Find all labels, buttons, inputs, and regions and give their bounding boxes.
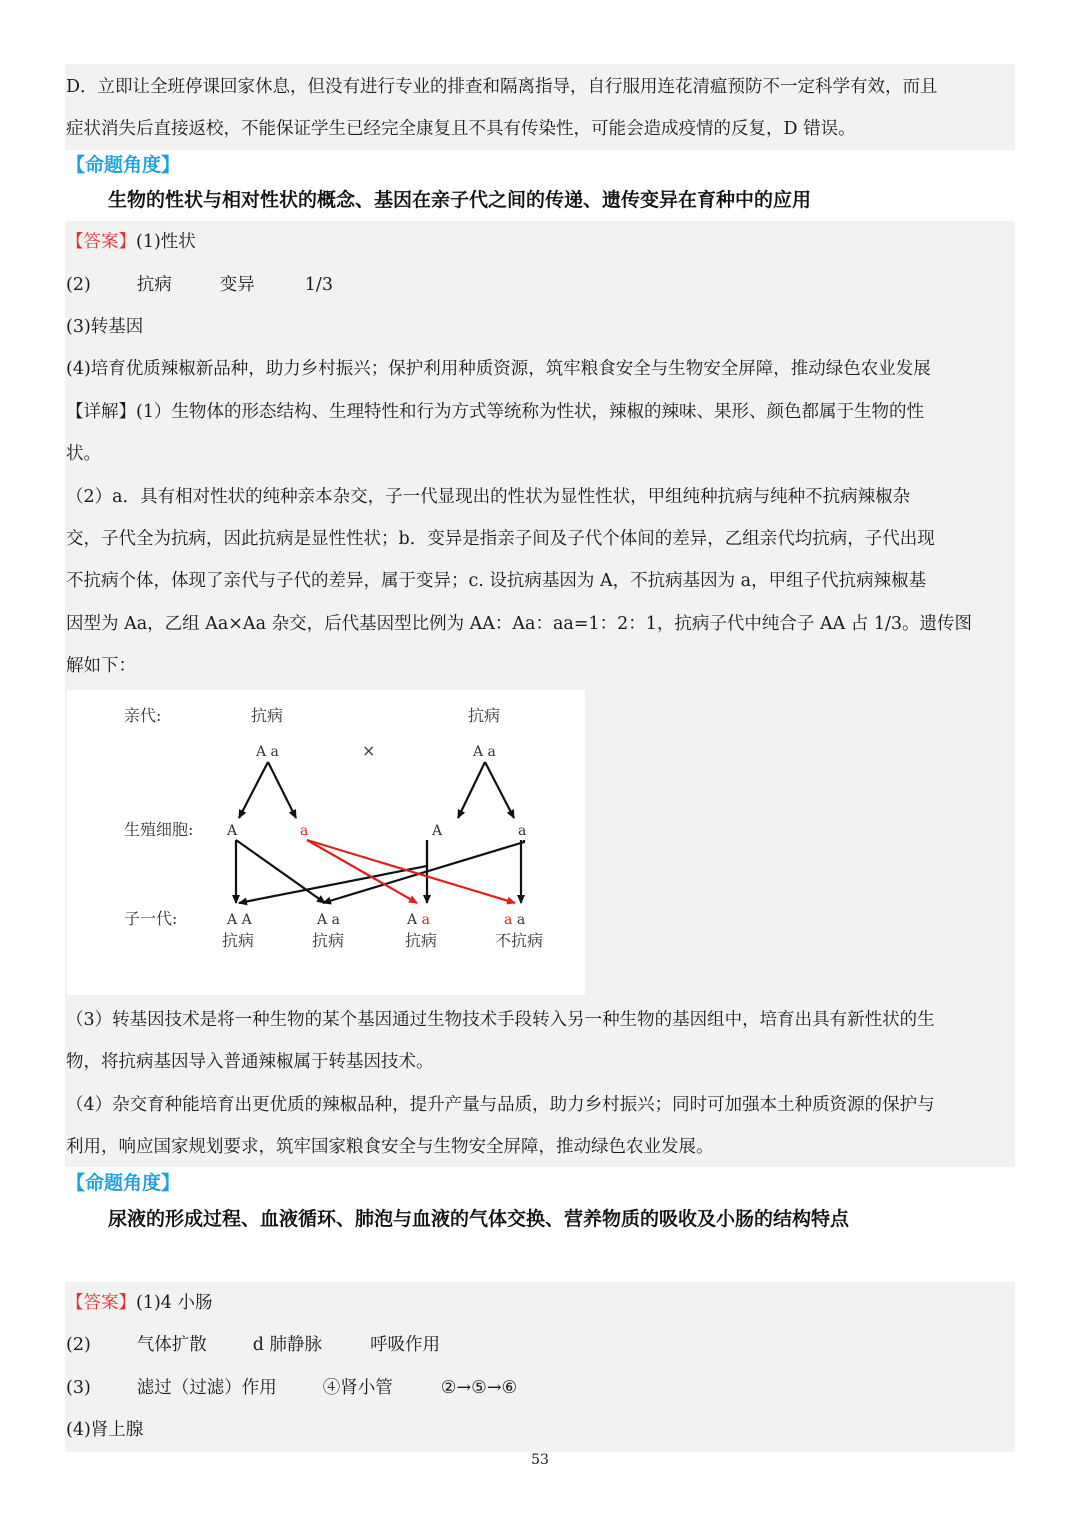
arrow-a1-to-aa-red bbox=[307, 840, 515, 903]
answer-num: (2) bbox=[66, 1335, 91, 1355]
answer-1-3: (3)转基因 bbox=[66, 317, 144, 337]
genetic-cross-svg bbox=[67, 690, 585, 995]
detail3-line-2: 物，将抗病基因导入普通辣椒属于转基因技术。 bbox=[66, 1052, 434, 1072]
offspring-2-phenotype: 抗病 bbox=[312, 931, 345, 950]
detail-line-3: （2）a．具有相对性状的纯种亲本杂交，子一代显现出的性状为显性性状，甲组纯种抗病与纯种不抗病辣椒杂 bbox=[66, 487, 911, 507]
arrow-A1-to-Aa bbox=[236, 840, 325, 903]
detail4-line-1: （4）杂交育种能培育出更优质的辣椒品种，提升产量与品质，助力乡村振兴；同时可加强本土种质资源的保护与 bbox=[66, 1095, 935, 1115]
parent2-genotype: A a bbox=[473, 744, 496, 760]
answer-part-c: 1/3 bbox=[304, 275, 333, 295]
answer-2-3 bbox=[66, 1376, 517, 1400]
detail-line-2: 状。 bbox=[66, 444, 101, 464]
detail-line-7: 解如下： bbox=[66, 656, 136, 676]
arrow-p1-gamete-A bbox=[239, 762, 268, 818]
arrow-p2-gamete-A bbox=[458, 762, 485, 818]
answer-part-a: 滤过（过滤）作用 bbox=[136, 1378, 277, 1398]
answer-1-1 bbox=[66, 230, 196, 254]
offspring-1-phenotype: 抗病 bbox=[222, 931, 255, 950]
detail-line-6: 因型为 Aa，乙组 Aa×Aa 杂交，后代基因型比例为 AA：Aa：aa=1：2：1，抗病子代中纯合子 AA 占 1/3。遗传图 bbox=[66, 614, 973, 634]
detail-line-1: 【详解】(1）生物体的形态结构、生理特性和行为方式等统称为性状，辣椒的辣味、果形、颜色都属于生物的性 bbox=[66, 402, 924, 422]
topic-title-2: 尿液的形成过程、血液循环、肺泡与血液的气体交换、营养物质的吸收及小肠的结构特点 bbox=[108, 1208, 850, 1230]
detail3-line-1: （3）转基因技术是将一种生物的某个基因通过生物技术手段转入另一种生物的基因组中，培育出具有新性状的生 bbox=[66, 1010, 935, 1030]
answer-num: (3) bbox=[66, 1378, 91, 1398]
answer-part-b: d 肺静脉 bbox=[252, 1335, 323, 1355]
answer-2-4: (4)肾上腺 bbox=[66, 1420, 144, 1440]
proposition-angle-heading-2: 【命题角度】 bbox=[66, 1172, 181, 1194]
offspring-3-phenotype: 抗病 bbox=[405, 931, 438, 950]
page-number: 53 bbox=[531, 1452, 549, 1468]
detail-line-4: 交，子代全为抗病，因此抗病是显性性状；b．变异是指亲子间及子代个体间的差异，乙组亲代均抗病，子代出现 bbox=[66, 529, 935, 549]
answer-part-c: ②→⑤→⑥ bbox=[440, 1378, 518, 1398]
gamete-A-2: A bbox=[432, 823, 443, 839]
parent-label: 亲代: bbox=[124, 706, 162, 725]
answer-1-2 bbox=[66, 273, 333, 297]
offspring-2-genotype: A a bbox=[317, 912, 340, 928]
offspring-1-genotype: A A bbox=[227, 912, 252, 928]
answer-1-4: (4)培育优质辣椒新品种，助力乡村振兴；保护利用种质资源，筑牢粮食安全与生物安全屏障，推动绿色农业发展 bbox=[66, 359, 931, 379]
answer-2-1 bbox=[66, 1291, 213, 1315]
option-d-line-1: D．立即让全班停课回家休息，但没有进行专业的排查和隔离指导，自行服用连花清瘟预防不一定科学有效，而且 bbox=[66, 77, 938, 97]
answer-text: (1)性状 bbox=[136, 232, 196, 252]
answer-part-a: 抗病 bbox=[136, 275, 172, 295]
offspring-3-genotype: A a bbox=[407, 912, 430, 928]
parent2-phenotype: 抗病 bbox=[468, 706, 501, 725]
answer-2-2 bbox=[66, 1333, 440, 1357]
gamete-label: 生殖细胞: bbox=[124, 820, 194, 839]
genetic-cross-diagram bbox=[67, 690, 585, 995]
topic-title-1: 生物的性状与相对性状的概念、基因在亲子代之间的传递、遗传变异在育种中的应用 bbox=[108, 189, 812, 211]
parent1-phenotype: 抗病 bbox=[251, 706, 284, 725]
answer-tag: 【答案】 bbox=[66, 1293, 136, 1313]
parent1-genotype: A a bbox=[256, 744, 279, 760]
f1-label: 子一代: bbox=[124, 909, 178, 928]
arrow-p2-gamete-a bbox=[485, 762, 514, 818]
proposition-angle-heading-1: 【命题角度】 bbox=[66, 154, 181, 176]
arrow-p1-gamete-a bbox=[268, 762, 296, 818]
answer-part-a: 气体扩散 bbox=[136, 1335, 207, 1355]
answer-tag: 【答案】 bbox=[66, 232, 136, 252]
detail4-line-2: 利用，响应国家规划要求，筑牢国家粮食安全与生物安全屏障，推动绿色农业发展。 bbox=[66, 1137, 714, 1157]
offspring-4-genotype: a a bbox=[504, 912, 526, 928]
cross-symbol: × bbox=[362, 741, 376, 760]
gamete-a-2: a bbox=[518, 823, 527, 839]
offspring-4-phenotype: 不抗病 bbox=[495, 931, 544, 950]
answer-part-b: 变异 bbox=[219, 275, 255, 295]
gamete-a-1: a bbox=[300, 823, 309, 839]
answer-text: (1)4 小肠 bbox=[136, 1293, 213, 1313]
option-d-line-2: 症状消失后直接返校，不能保证学生已经完全康复且不具有传染性，可能会造成疫情的反复，D 错误。 bbox=[66, 119, 856, 139]
arrow-a2-to-Aa bbox=[323, 840, 524, 903]
detail-line-5: 不抗病个体，体现了亲代与子代的差异，属于变异；c. 设抗病基因为 A，不抗病基因为 a，甲组子代抗病辣椒基 bbox=[66, 571, 927, 591]
answer-num: (2) bbox=[66, 275, 91, 295]
answer-part-c: 呼吸作用 bbox=[370, 1335, 441, 1355]
answer-part-b: ④肾小管 bbox=[322, 1378, 393, 1398]
gamete-A-1: A bbox=[227, 823, 238, 839]
